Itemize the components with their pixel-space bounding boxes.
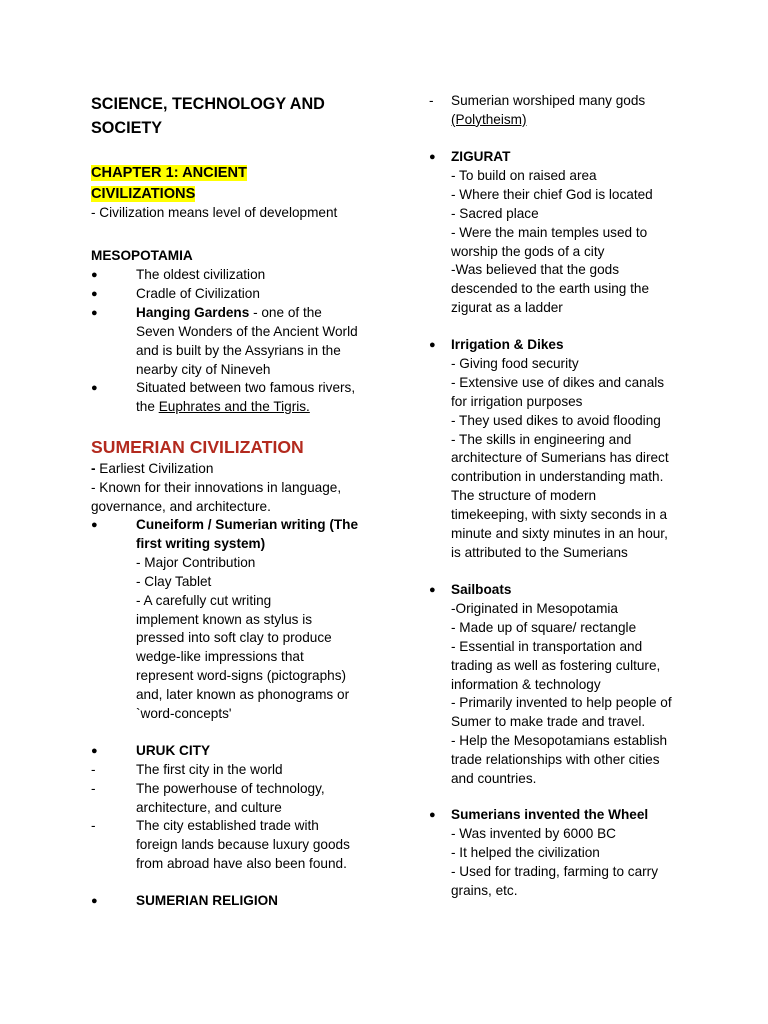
bullet-icon: ● xyxy=(91,519,98,531)
bullet-icon: ● xyxy=(91,307,98,319)
chapter-line-1: CHAPTER 1: ANCIENT xyxy=(91,165,247,181)
chapter-line-2: CIVILIZATIONS xyxy=(91,186,196,202)
bullet-icon: ● xyxy=(429,584,436,596)
dash-icon: - xyxy=(91,781,96,796)
bullet-icon: ● xyxy=(91,288,98,300)
dash-icon: - xyxy=(429,93,434,108)
polytheism-link: (Polytheism) xyxy=(451,111,527,127)
sumerian-intro: - Earliest Civilization - Known for their innovations in language, governance, and architecture. xyxy=(91,461,342,514)
mesopotamia-heading: MESOPOTAMIA xyxy=(91,248,193,263)
title-line-2: SOCIETY xyxy=(91,119,163,137)
title-line-1: SCIENCE, TECHNOLOGY AND xyxy=(91,95,325,113)
dash-icon: - xyxy=(91,818,96,833)
dash-icon: - xyxy=(91,762,96,777)
chapter-heading xyxy=(91,163,371,205)
bullet-icon: ● xyxy=(91,895,98,907)
document-title xyxy=(91,92,391,140)
civilization-definition: - Civilization means level of development xyxy=(91,205,338,220)
rivers-link: Euphrates and the Tigris. xyxy=(158,398,310,414)
bullet-icon: ● xyxy=(429,809,436,821)
bullet-icon: ● xyxy=(429,339,436,351)
hanging-gardens-label: Hanging Gardens xyxy=(136,305,250,320)
bullet-icon: ● xyxy=(91,745,98,757)
bullet-icon: ● xyxy=(91,269,98,281)
sumerian-civilization-heading: SUMERIAN CIVILIZATION xyxy=(91,437,304,457)
bullet-icon: ● xyxy=(91,382,98,394)
bullet-icon: ● xyxy=(429,151,436,163)
